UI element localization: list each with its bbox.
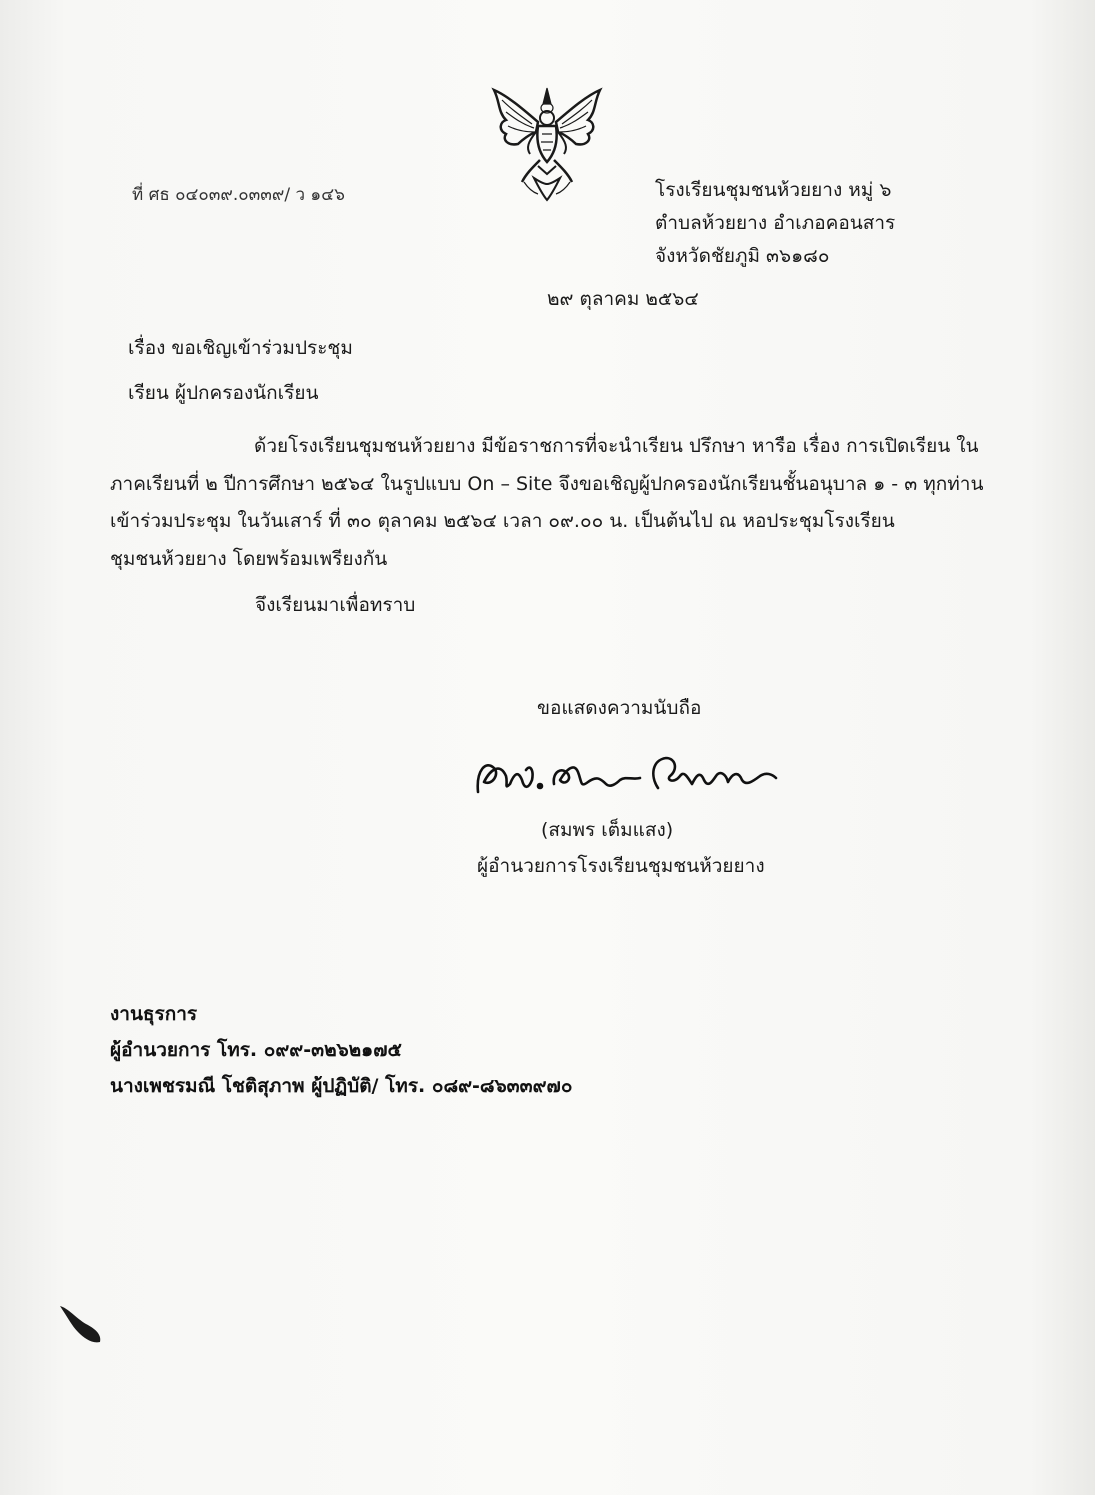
closing-line: จึงเรียนมาเพื่อทราบ [255,594,416,616]
contact-footer [110,996,572,1104]
body-line: ด้วยโรงเรียนชุมชนห้วยยาง มีข้อราชการที่จะนำเรียน ปรึกษา หารือ เรื่อง การเปิดเรียน ใน [254,435,979,457]
sender-address-line: โรงเรียนชุมชนห้วยยาง หมู่ ๖ [655,179,892,201]
footer-line: นางเพชรมณี โชติสุภาพ ผู้ปฏิบัติ/ โทร. ๐๘๙-๘๖๓๓๙๗๐ [110,1075,573,1097]
body-line: ภาคเรียนที่ ๒ ปีการศึกษา ๒๕๖๔ ในรูปแบบ On – Site จึงขอเชิญผู้ปกครองนักเรียนชั้นอนุบาล ๑ - ๓ ทุกท่าน [110,472,984,495]
paper-speck [56,1300,106,1350]
signer-name: (สมพร เต็มแสง) [541,819,674,841]
letter-salutation: เรียน ผู้ปกครองนักเรียน [128,382,319,404]
complimentary-close: ขอแสดงความนับถือ [537,697,702,719]
garuda-emblem-icon [488,82,606,204]
letter-body [110,428,985,578]
body-line: ชุมชนห้วยยาง โดยพร้อมเพรียงกัน [110,547,388,570]
reference-number: ที่ ศธ ๐๔๐๓๙.๐๓๓๙/ ว ๑๔๖ [132,185,345,205]
footer-line: ผู้อำนวยการ โทร. ๐๙๙-๓๒๖๒๑๗๕ [110,1039,402,1061]
footer-line: งานธุรการ [110,1003,198,1025]
sender-address-line: จังหวัดชัยภูมิ ๓๖๑๘๐ [655,245,830,267]
letter-date: ๒๙ ตุลาคม ๒๕๖๔ [547,288,699,310]
sender-address [655,174,895,273]
handwritten-signature [470,740,780,806]
body-line: เข้าร่วมประชุม ในวันเสาร์ ที่ ๓๐ ตุลาคม ๒๕๖๔ เวลา ๐๙.๐๐ น. เป็นต้นไป ณ หอประชุมโรงเรียน [110,510,895,532]
letter-subject: เรื่อง ขอเชิญเข้าร่วมประชุม [128,337,353,359]
signer-title: ผู้อำนวยการโรงเรียนชุมชนห้วยยาง [477,855,765,877]
sender-address-line: ตำบลห้วยยาง อำเภอคอนสาร [655,212,896,234]
